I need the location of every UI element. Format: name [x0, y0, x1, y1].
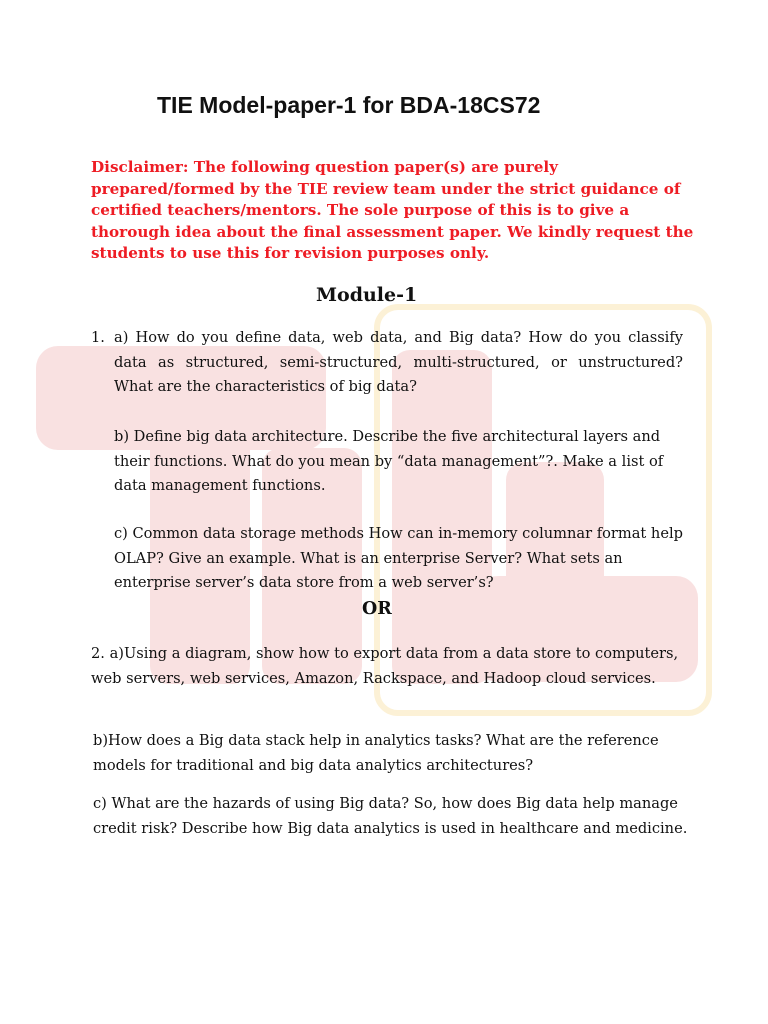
or-separator: OR [362, 599, 392, 619]
question-2a-text: 2. a)Using a diagram, show how to export data from a data store to computers, web servers, web services, Amazon, Rackspace, and Hadoop cloud services. [91, 645, 679, 687]
question-1c-text: c) Common data storage methods How can in-memory columnar format help OLAP? Give an example. What is an enterprise Server? What sets an enterprise server’s data store from a web server’s? [114, 525, 683, 592]
question-1b-text: b) Define big data architecture. Describe the five architectural layers and their functions. What do you mean by “data management”?. Make a list of data management functions. [114, 428, 664, 495]
page-title: TIE Model-paper-1 for BDA-18CS72 [157, 92, 541, 118]
module-heading: Module-1 [316, 284, 418, 306]
question-1a [91, 326, 683, 400]
question-2c-text: c) What are the hazards of using Big data? So, how does Big data help manage credit risk? Describe how Big data analytics is used in healthcare and medicine. [93, 795, 688, 837]
disclaimer-text: Disclaimer: The following question paper(s) are purely prepared/formed by the TIE review team under the strict guidance of certified teachers/mentors. The sole purpose of this is to give a thorough idea about the final assessment paper. We kindly request the students to use this for revision purposes only. [91, 158, 694, 263]
question-1-number: 1. [91, 329, 105, 346]
question-1a-text: a) How do you define data, web data, and Big data? How do you classify data as structured, semi-structured, multi-structured, or unstructured? What are the characteristics of big data? [114, 329, 683, 396]
question-2b-text: b)How does a Big data stack help in analytics tasks? What are the reference models for traditional and big data analytics architectures? [93, 732, 659, 774]
